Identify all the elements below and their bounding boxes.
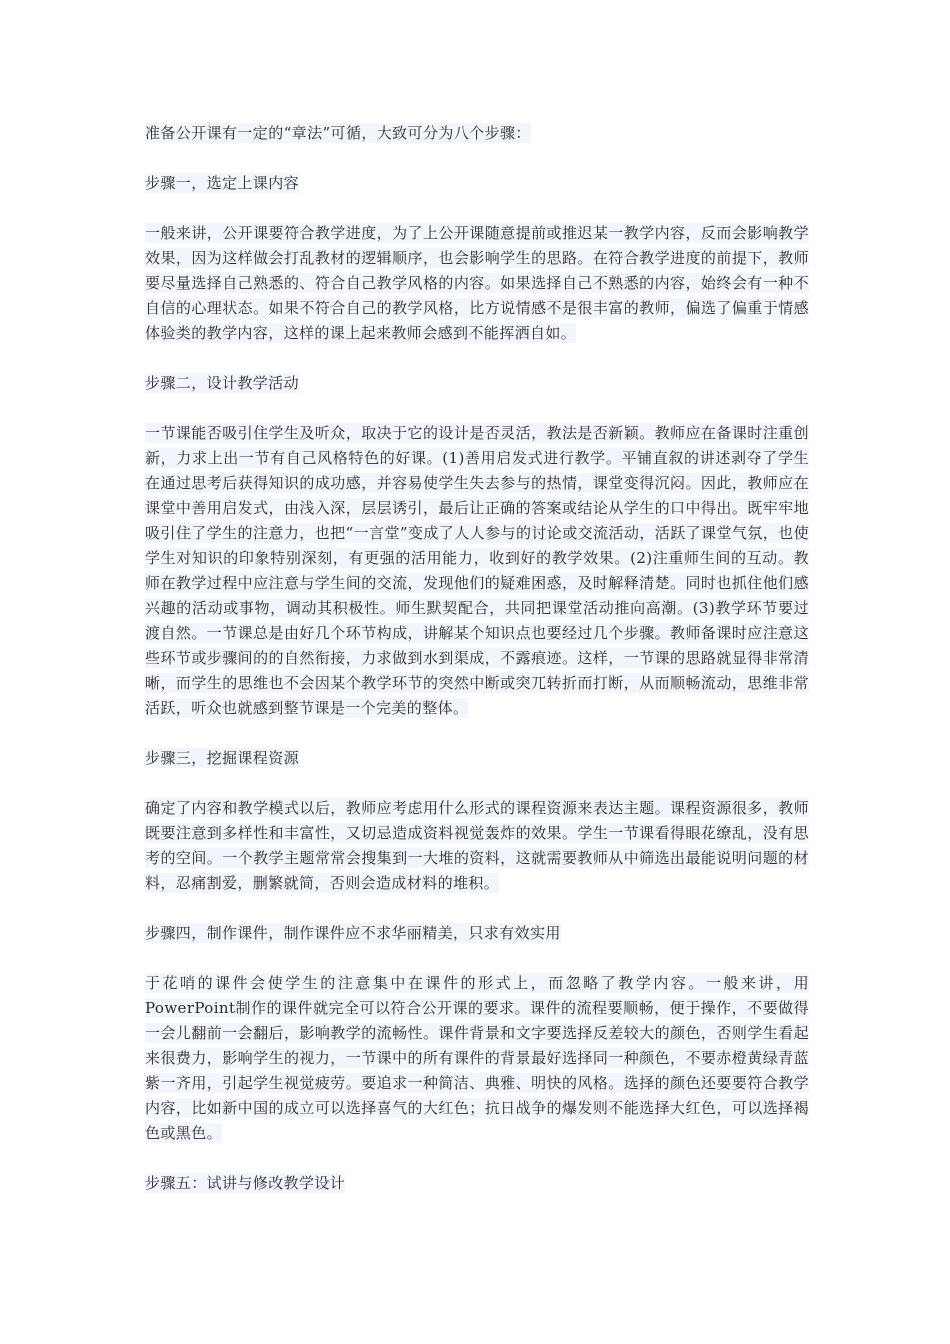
section-3-body (145, 796, 809, 896)
section-heading: 步骤五：试讲与修改教学设计 (145, 1174, 346, 1192)
section-1-heading (145, 171, 809, 196)
intro-text: 准备公开课有一定的“章法”可循，大致可分为八个步骤： (145, 124, 531, 142)
section-body: 确定了内容和教学模式以后，教师应考虑用什么形式的课程资源来表达主题。课程资源很多，教师既要注意到多样性和丰富性，又切忌造成资料视觉轰炸的效果。学生一节课看得眼花缭乱，没有思考的空间。一个教学主题常常会搜集到一大堆的资料，这就需要教师从中筛选出最能说明问题的材料，忍痛割爱，删繁就简，否则会造成材料的堆积。 (145, 799, 809, 892)
section-2-body (145, 421, 809, 721)
section-4-body (145, 971, 809, 1146)
section-5-heading (145, 1171, 809, 1196)
section-4-heading (145, 921, 809, 946)
intro-paragraph (145, 121, 809, 146)
section-heading: 步骤一，选定上课内容 (145, 174, 300, 192)
section-body: 一节课能否吸引住学生及听众，取决于它的设计是否灵活，教法是否新颖。教师应在备课时注重创新，力求上出一节有自己风格特色的好课。(1)善用启发式进行教学。平铺直叙的讲述剥夺了学生在通过思考后获得知识的成功感，并容易使学生失去参与的热情，课堂变得沉闷。因此，教师应在课堂中善用启发式，由浅入深，层层诱引，最后让正确的答案或结论从学生的口中得出。既牢牢地吸引住了学生的注意力，也把“一言堂”变成了人人参与的讨论或交流活动，活跃了课堂气氛，也使学生对知识的印象特别深刻，有更强的活用能力，收到好的教学效果。(2)注重师生间的互动。教师在教学过程中应注意与学生间的交流，发现他们的疑难困惑，及时解释清楚。同时也抓住他们感兴趣的活动或事物，调动其积极性。师生默契配合，共同把课堂活动推向高潮。(3)教学环节要过渡自然。一节课总是由好几个环节构成，讲解某个知识点也要经过几个步骤。教师备课时应注意这些环节或步骤间的的自然衔接，力求做到水到渠成，不露痕迹。这样，一节课的思路就显得非常清晰，而学生的思维也不会因某个教学环节的突然中断或突兀转折而打断，从而顺畅流动，思维非常活跃，听众也就感到整节课是一个完美的整体。 (145, 424, 809, 717)
section-1-body (145, 221, 809, 346)
section-heading: 步骤四，制作课件，制作课件应不求华丽精美，只求有效实用 (145, 924, 561, 942)
section-body: 于花哨的课件会使学生的注意集中在课件的形式上，而忽略了教学内容。一般来讲，用PowerPoint制作的课件就完全可以符合公开课的要求。课件的流程要顺畅，便于操作，不要做得一会儿翻前一会翻后，影响教学的流畅性。课件背景和文字要选择反差较大的颜色，否则学生看起来很费力，影响学生的视力，一节课中的所有课件的背景最好选择同一种颜色，不要赤橙黄绿青蓝紫一齐用，引起学生视觉疲劳。要追求一种简洁、典雅、明快的风格。选择的颜色还要要符合教学内容，比如新中国的成立可以选择喜气的大红色；抗日战争的爆发则不能选择大红色，可以选择褐色或黑色。 (145, 974, 809, 1142)
section-body: 一般来讲，公开课要符合教学进度，为了上公开课随意提前或推迟某一教学内容，反而会影响教学效果，因为这样做会打乱教材的逻辑顺序，也会影响学生的思路。在符合教学进度的前提下，教师要尽量选择自己熟悉的、符合自己教学风格的内容。如果选择自己不熟悉的内容，始终会有一种不自信的心理状态。如果不符合自己的教学风格，比方说情感不是很丰富的教师，偏选了偏重于情感体验类的教学内容，这样的课上起来教师会感到不能挥洒自如。 (145, 224, 809, 342)
section-3-heading (145, 746, 809, 771)
section-heading: 步骤二，设计教学活动 (145, 374, 300, 392)
section-2-heading (145, 371, 809, 396)
section-heading: 步骤三，挖掘课程资源 (145, 749, 300, 767)
document-content (145, 121, 809, 1221)
